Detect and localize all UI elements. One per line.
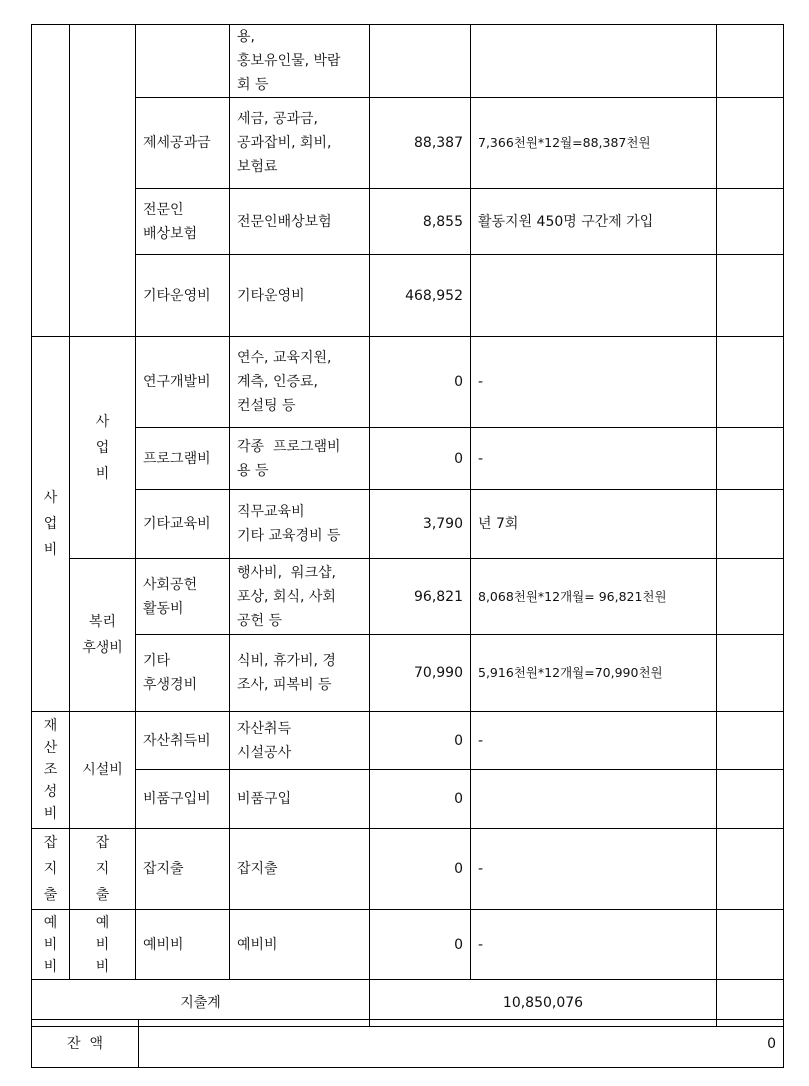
amount-cell: 88,387 — [370, 98, 471, 189]
note-cell — [471, 770, 717, 829]
expense-total-label: 지출계 — [32, 980, 370, 1027]
extra-cell — [717, 490, 784, 559]
expense-table — [31, 24, 784, 1027]
note-cell: - — [471, 337, 717, 428]
item-cell: 기타교육비 — [136, 490, 230, 559]
note-cell: 활동지원 450명 구간제 가입 — [471, 189, 717, 255]
note-cell: - — [471, 829, 717, 910]
detail-cell: 잡지출 — [230, 829, 370, 910]
table-row — [32, 559, 784, 635]
item-cell: 프로그램비 — [136, 428, 230, 490]
detail-cell: 행사비, 워크샵, 포상, 회식, 사회 공헌 등 — [230, 559, 370, 635]
note-cell: - — [471, 910, 717, 980]
group-cell-blank — [32, 25, 70, 337]
extra-cell — [717, 255, 784, 337]
detail-cell: 직무교육비 기타 교육경비 등 — [230, 490, 370, 559]
extra-cell — [717, 98, 784, 189]
item-cell: 예비비 — [136, 910, 230, 980]
amount-cell: 0 — [370, 910, 471, 980]
note-cell: - — [471, 428, 717, 490]
extra-cell — [717, 712, 784, 770]
note-cell — [471, 255, 717, 337]
detail-cell: 연수, 교육지원, 계측, 인증료, 컨설팅 등 — [230, 337, 370, 428]
detail-cell: 세금, 공과금, 공과잡비, 회비, 보험료 — [230, 98, 370, 189]
detail-cell: 전문인배상보험 — [230, 189, 370, 255]
table-row — [32, 910, 784, 980]
amount-cell: 0 — [370, 428, 471, 490]
subgroup-cell-yebi: 예 비 비 — [70, 910, 136, 980]
extra-cell — [717, 635, 784, 712]
amount-cell: 8,855 — [370, 189, 471, 255]
extra-cell — [717, 829, 784, 910]
detail-cell: 예비비 — [230, 910, 370, 980]
balance-table — [31, 1019, 784, 1068]
subgroup-cell-japji: 잡 지 출 — [70, 829, 136, 910]
amount-cell: 3,790 — [370, 490, 471, 559]
item-cell: 제세공과금 — [136, 98, 230, 189]
table-row — [32, 25, 784, 98]
expense-total-value: 10,850,076 — [370, 980, 717, 1027]
item-cell: 자산취득비 — [136, 712, 230, 770]
balance-value: 0 — [139, 1020, 784, 1068]
group-cell-yebi: 예 비 비 — [32, 910, 70, 980]
amount-cell: 70,990 — [370, 635, 471, 712]
table-row — [32, 829, 784, 910]
extra-cell — [717, 25, 784, 98]
detail-cell: 기타운영비 — [230, 255, 370, 337]
item-cell: 사회공헌 활동비 — [136, 559, 230, 635]
table-row — [32, 98, 784, 189]
note-cell: 7,366천원*12월=88,387천원 — [471, 98, 717, 189]
note-cell — [471, 25, 717, 98]
item-cell: 기타 후생경비 — [136, 635, 230, 712]
item-cell: 잡지출 — [136, 829, 230, 910]
subgroup-cell-blank — [70, 25, 136, 337]
extra-cell — [717, 770, 784, 829]
item-cell: 전문인 배상보험 — [136, 189, 230, 255]
table-row — [32, 770, 784, 829]
detail-cell: 비품구입 — [230, 770, 370, 829]
balance-row — [32, 1020, 784, 1068]
amount-cell: 0 — [370, 712, 471, 770]
extra-cell — [717, 337, 784, 428]
group-cell-saeop: 사 업 비 — [32, 337, 70, 712]
extra-cell — [717, 910, 784, 980]
note-cell: 년 7회 — [471, 490, 717, 559]
note-cell: 8,068천원*12개월= 96,821천원 — [471, 559, 717, 635]
table-row — [32, 712, 784, 770]
extra-cell — [717, 189, 784, 255]
detail-cell: 용, 홍보유인물, 박람 회 등 — [230, 25, 370, 98]
item-cell: 비품구입비 — [136, 770, 230, 829]
amount-cell: 0 — [370, 337, 471, 428]
subgroup-cell-saeop: 사 업 비 — [70, 337, 136, 559]
amount-cell: 468,952 — [370, 255, 471, 337]
item-cell: 연구개발비 — [136, 337, 230, 428]
group-cell-japji: 잡 지 출 — [32, 829, 70, 910]
amount-cell: 96,821 — [370, 559, 471, 635]
budget-table-frame — [31, 24, 783, 1067]
group-cell-jaesan: 재 산 조 성 비 — [32, 712, 70, 829]
table-row — [32, 337, 784, 428]
detail-cell: 자산취득 시설공사 — [230, 712, 370, 770]
table-row — [32, 255, 784, 337]
subgroup-cell-siseol: 시설비 — [70, 712, 136, 829]
extra-cell — [717, 559, 784, 635]
balance-label: 잔 액 — [32, 1020, 139, 1068]
extra-cell — [717, 428, 784, 490]
table-row — [32, 635, 784, 712]
detail-cell: 식비, 휴가비, 경 조사, 피복비 등 — [230, 635, 370, 712]
table-row — [32, 490, 784, 559]
detail-cell: 각종 프로그램비 용 등 — [230, 428, 370, 490]
table-row — [32, 189, 784, 255]
note-cell: - — [471, 712, 717, 770]
table-row — [32, 428, 784, 490]
item-cell: 기타운영비 — [136, 255, 230, 337]
item-cell — [136, 25, 230, 98]
amount-cell: 0 — [370, 770, 471, 829]
subgroup-cell-bokri: 복리 후생비 — [70, 559, 136, 712]
amount-cell: 0 — [370, 829, 471, 910]
amount-cell — [370, 25, 471, 98]
note-cell: 5,916천원*12개월=70,990천원 — [471, 635, 717, 712]
